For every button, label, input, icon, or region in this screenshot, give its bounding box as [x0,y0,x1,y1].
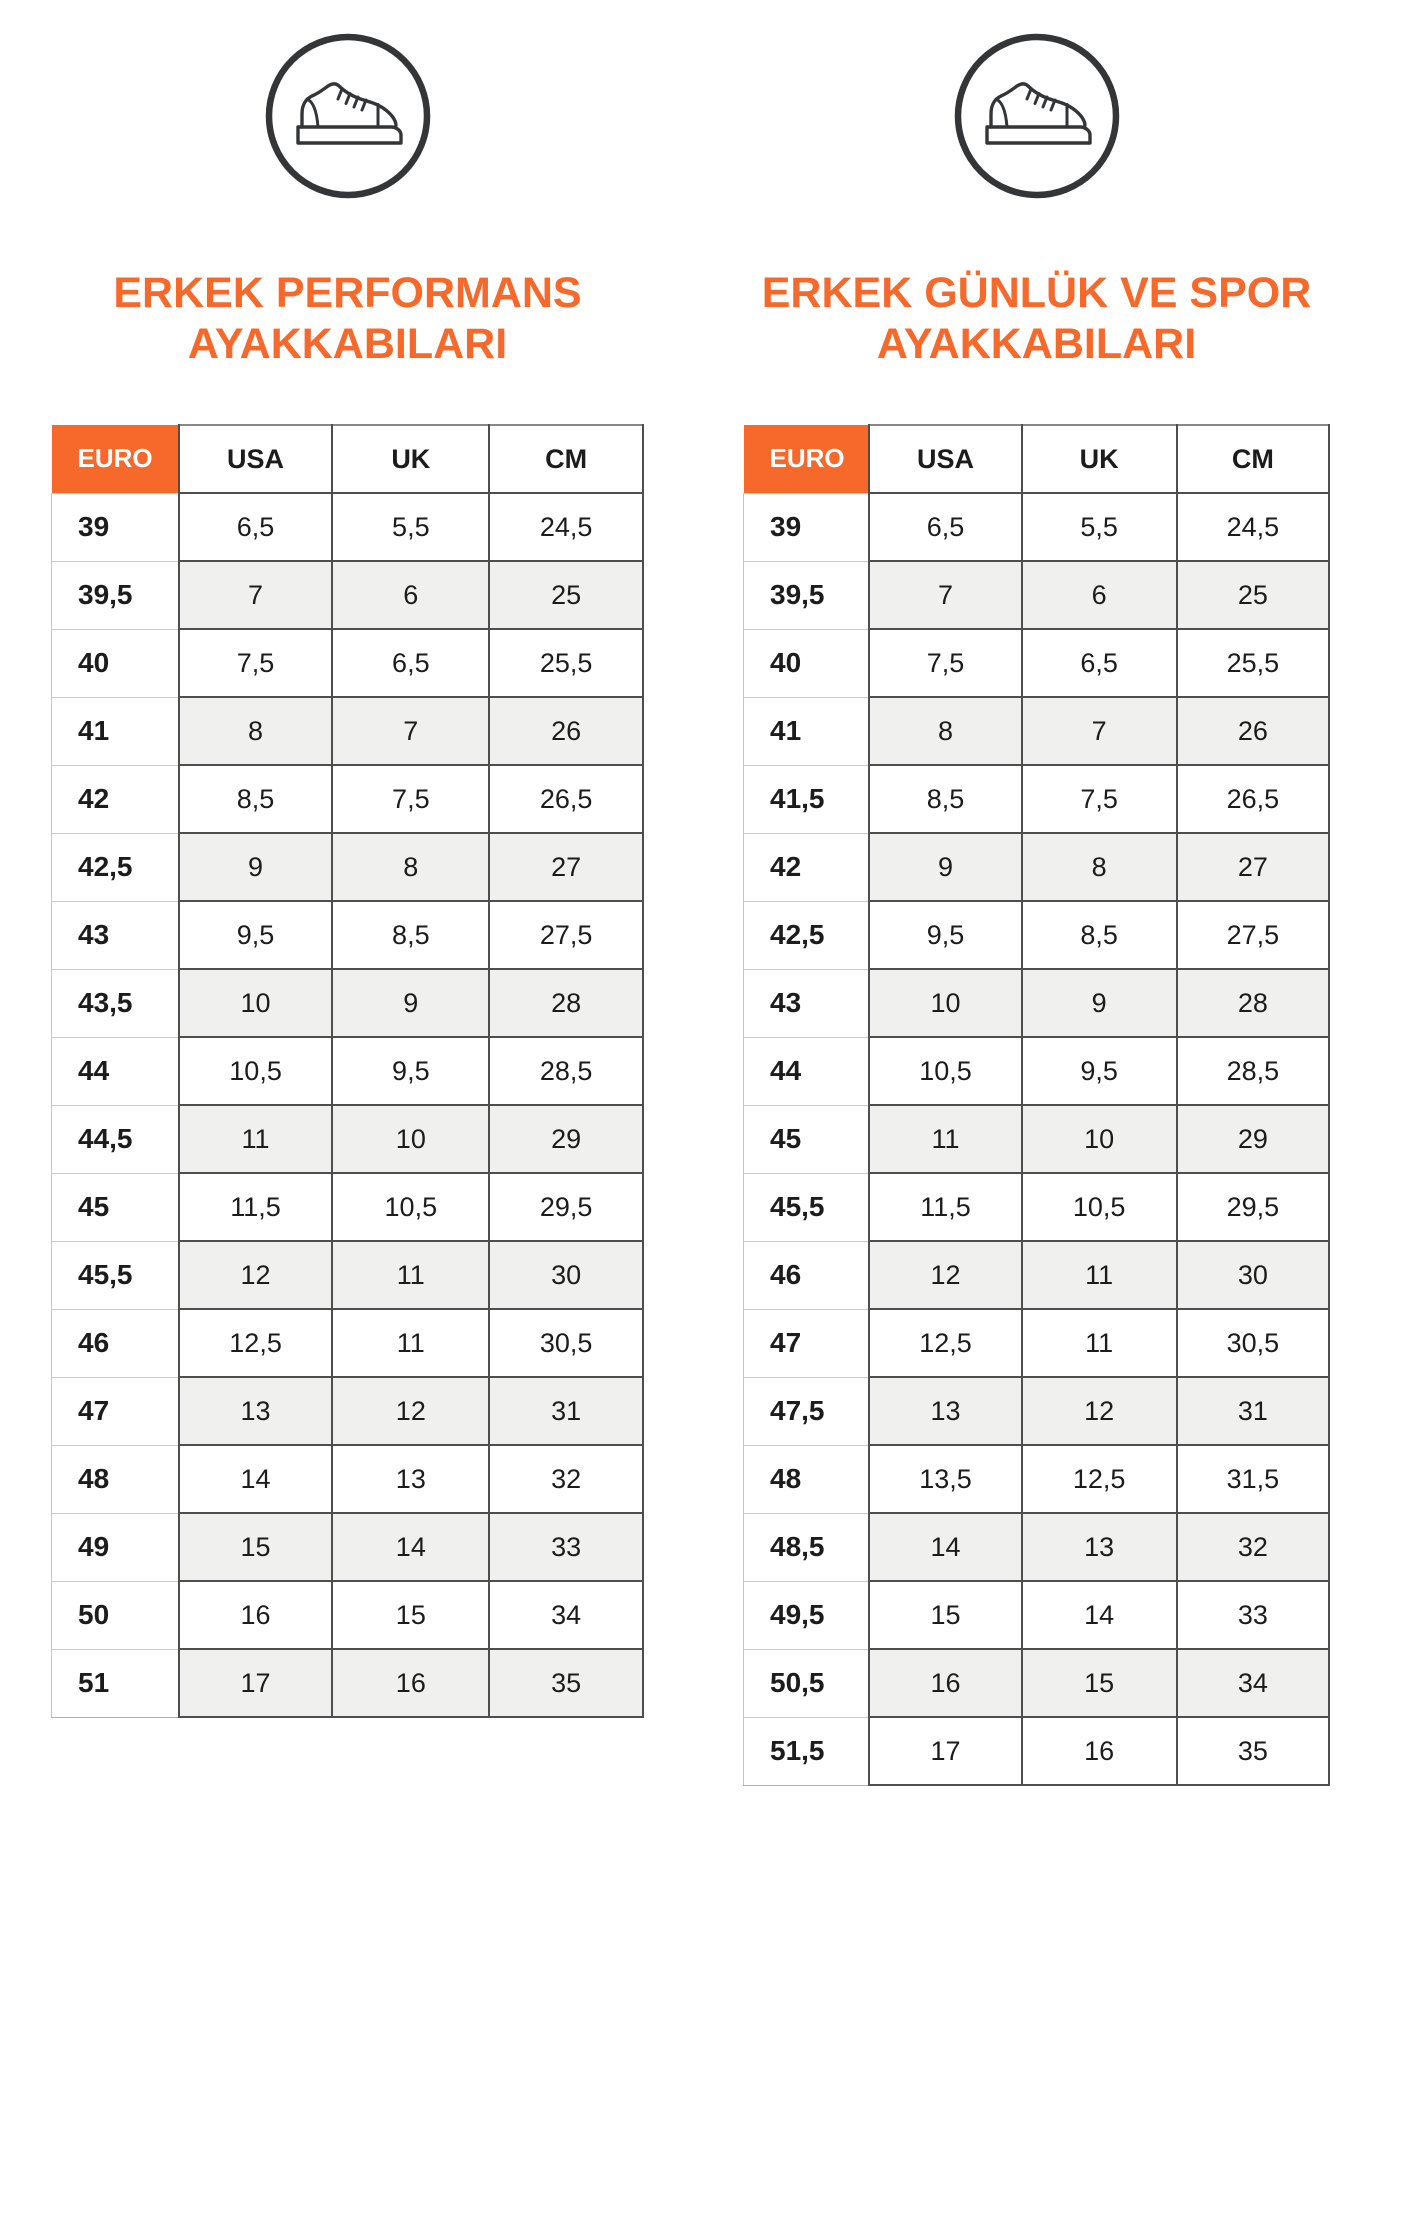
size-cell: 27,5 [489,901,643,969]
table-row [52,1445,644,1513]
euro-size-cell: 45 [52,1173,179,1241]
table-row [52,1377,644,1445]
size-cell: 30 [1177,1241,1329,1309]
size-cell: 30,5 [1177,1309,1329,1377]
size-cell: 10 [179,969,333,1037]
size-cell: 29 [1177,1105,1329,1173]
size-cell: 7 [332,697,489,765]
size-cell: 14 [332,1513,489,1581]
table-row [744,493,1330,561]
title-line-1: ERKEK PERFORMANS [113,269,582,317]
table-row [52,1581,644,1649]
size-cell: 26,5 [1177,765,1329,833]
size-cell: 29,5 [1177,1173,1329,1241]
table-row [52,493,644,561]
table-row [52,901,644,969]
size-cell: 27 [1177,833,1329,901]
size-cell: 34 [1177,1649,1329,1717]
euro-size-cell: 39 [744,493,870,561]
size-cell: 6 [332,561,489,629]
size-cell: 12,5 [1022,1445,1177,1513]
size-cell: 32 [1177,1513,1329,1581]
size-cell: 25 [489,561,643,629]
size-cell: 14 [179,1445,333,1513]
table-row [744,1445,1330,1513]
euro-size-cell: 48 [744,1445,870,1513]
table-row [744,697,1330,765]
table-row [744,1717,1330,1785]
size-table-casual-sport [743,424,1330,1786]
size-cell: 9,5 [1022,1037,1177,1105]
size-cell: 11 [869,1105,1021,1173]
table-row [52,833,644,901]
column-header-uk: UK [1022,425,1177,493]
size-cell: 29,5 [489,1173,643,1241]
size-cell: 7,5 [179,629,333,697]
size-cell: 10 [1022,1105,1177,1173]
header-row [744,425,1330,493]
size-cell: 28,5 [489,1037,643,1105]
size-cell: 24,5 [489,493,643,561]
size-cell: 11 [332,1241,489,1309]
size-cell: 8 [179,697,333,765]
size-cell: 13 [1022,1513,1177,1581]
euro-size-cell: 46 [52,1309,179,1377]
table-row [744,1581,1330,1649]
size-cell: 10,5 [179,1037,333,1105]
section-title-performance [51,268,644,372]
euro-size-cell: 39 [52,493,179,561]
table-row [744,1037,1330,1105]
size-cell: 11 [1022,1241,1177,1309]
section-casual-sport [743,0,1330,1786]
column-header-cm: CM [489,425,643,493]
size-cell: 6 [1022,561,1177,629]
size-cell: 31 [489,1377,643,1445]
size-cell: 13 [179,1377,333,1445]
size-cell: 6,5 [179,493,333,561]
euro-size-cell: 44,5 [52,1105,179,1173]
size-cell: 10,5 [332,1173,489,1241]
size-cell: 7,5 [332,765,489,833]
size-cell: 8,5 [869,765,1021,833]
table-row [744,765,1330,833]
table-row [52,1649,644,1717]
euro-size-cell: 42,5 [744,901,870,969]
size-cell: 28 [1177,969,1329,1037]
table-row [744,1649,1330,1717]
table-row [52,697,644,765]
size-cell: 9,5 [332,1037,489,1105]
section-performance [51,0,644,1786]
euro-size-cell: 43 [744,969,870,1037]
size-cell: 29 [489,1105,643,1173]
euro-size-cell: 45 [744,1105,870,1173]
title-line-2: AYAKKABILARI [187,320,508,368]
size-cell: 31 [1177,1377,1329,1445]
size-cell: 8,5 [179,765,333,833]
size-cell: 12 [869,1241,1021,1309]
euro-size-cell: 43,5 [52,969,179,1037]
table-row [744,1309,1330,1377]
size-cell: 13 [332,1445,489,1513]
size-cell: 10 [869,969,1021,1037]
size-cell: 11,5 [869,1173,1021,1241]
size-cell: 12 [1022,1377,1177,1445]
size-cell: 13,5 [869,1445,1021,1513]
size-cell: 5,5 [1022,493,1177,561]
size-cell: 32 [489,1445,643,1513]
table-row [744,969,1330,1037]
size-cell: 6,5 [332,629,489,697]
euro-size-cell: 42 [52,765,179,833]
table-row [52,969,644,1037]
size-cell: 7,5 [869,629,1021,697]
euro-size-cell: 44 [744,1037,870,1105]
size-cell: 16 [869,1649,1021,1717]
size-cell: 26 [1177,697,1329,765]
size-cell: 15 [1022,1649,1177,1717]
table-row [52,1173,644,1241]
euro-size-cell: 48,5 [744,1513,870,1581]
table-row [744,1173,1330,1241]
size-cell: 31,5 [1177,1445,1329,1513]
size-cell: 12,5 [869,1309,1021,1377]
size-cell: 35 [489,1649,643,1717]
size-cell: 33 [489,1513,643,1581]
size-cell: 11 [332,1309,489,1377]
size-cell: 26,5 [489,765,643,833]
table-row [744,833,1330,901]
title-line-1: ERKEK GÜNLÜK VE SPOR [761,269,1312,317]
size-cell: 14 [869,1513,1021,1581]
euro-size-cell: 44 [52,1037,179,1105]
column-header-uk: UK [332,425,489,493]
size-cell: 35 [1177,1717,1329,1785]
table-row [52,1309,644,1377]
size-cell: 28 [489,969,643,1037]
table-row [744,1377,1330,1445]
euro-size-cell: 41,5 [744,765,870,833]
header-row [52,425,644,493]
size-cell: 17 [869,1717,1021,1785]
size-cell: 25,5 [489,629,643,697]
size-cell: 11,5 [179,1173,333,1241]
euro-size-cell: 50 [52,1581,179,1649]
euro-size-cell: 51 [52,1649,179,1717]
euro-size-cell: 41 [744,697,870,765]
table-row [744,1105,1330,1173]
euro-size-cell: 39,5 [744,561,870,629]
size-cell: 27 [489,833,643,901]
size-cell: 8 [332,833,489,901]
euro-column-header: EURO [52,425,179,493]
euro-size-cell: 39,5 [52,561,179,629]
size-cell: 10,5 [1022,1173,1177,1241]
table-row [52,1513,644,1581]
size-cell: 16 [179,1581,333,1649]
size-cell: 11 [179,1105,333,1173]
size-cell: 30 [489,1241,643,1309]
size-cell: 8,5 [1022,901,1177,969]
size-cell: 15 [179,1513,333,1581]
euro-size-cell: 50,5 [744,1649,870,1717]
size-cell: 12 [179,1241,333,1309]
euro-size-cell: 49 [52,1513,179,1581]
table-row [52,1241,644,1309]
size-cell: 10,5 [869,1037,1021,1105]
euro-size-cell: 49,5 [744,1581,870,1649]
size-cell: 24,5 [1177,493,1329,561]
euro-size-cell: 46 [744,1241,870,1309]
size-cell: 25,5 [1177,629,1329,697]
size-cell: 6,5 [869,493,1021,561]
size-cell: 13 [869,1377,1021,1445]
euro-size-cell: 45,5 [52,1241,179,1309]
euro-size-cell: 43 [52,901,179,969]
size-cell: 14 [1022,1581,1177,1649]
size-cell: 6,5 [1022,629,1177,697]
size-cell: 8 [869,697,1021,765]
euro-size-cell: 42 [744,833,870,901]
size-cell: 7,5 [1022,765,1177,833]
size-cell: 9 [332,969,489,1037]
size-cell: 33 [1177,1581,1329,1649]
table-row [744,901,1330,969]
table-row [52,629,644,697]
section-title-casual-sport [743,268,1330,372]
euro-size-cell: 48 [52,1445,179,1513]
euro-size-cell: 40 [52,629,179,697]
size-cell: 30,5 [489,1309,643,1377]
table-row [744,1241,1330,1309]
size-cell: 9,5 [179,901,333,969]
table-row [52,765,644,833]
table-row [52,1105,644,1173]
table-row [744,561,1330,629]
size-cell: 9,5 [869,901,1021,969]
euro-size-cell: 47 [52,1377,179,1445]
column-header-usa: USA [179,425,333,493]
table-row [744,1513,1330,1581]
size-cell: 28,5 [1177,1037,1329,1105]
euro-size-cell: 47 [744,1309,870,1377]
size-cell: 9 [869,833,1021,901]
size-cell: 7 [179,561,333,629]
table-row [52,1037,644,1105]
size-table-performance [51,424,644,1718]
size-cell: 12 [332,1377,489,1445]
size-cell: 15 [332,1581,489,1649]
size-cell: 8 [1022,833,1177,901]
euro-size-cell: 45,5 [744,1173,870,1241]
size-cell: 7 [869,561,1021,629]
size-cell: 11 [1022,1309,1177,1377]
column-header-usa: USA [869,425,1021,493]
size-cell: 16 [332,1649,489,1717]
title-line-2: AYAKKABILARI [876,320,1197,368]
size-cell: 17 [179,1649,333,1717]
euro-size-cell: 42,5 [52,833,179,901]
table-row [52,561,644,629]
euro-size-cell: 40 [744,629,870,697]
size-cell: 27,5 [1177,901,1329,969]
size-cell: 9 [1022,969,1177,1037]
sneaker-icon [51,30,644,202]
euro-size-cell: 47,5 [744,1377,870,1445]
size-cell: 12,5 [179,1309,333,1377]
table-row [744,629,1330,697]
euro-size-cell: 51,5 [744,1717,870,1785]
size-cell: 7 [1022,697,1177,765]
euro-size-cell: 41 [52,697,179,765]
sneaker-icon [743,30,1330,202]
size-cell: 9 [179,833,333,901]
size-cell: 34 [489,1581,643,1649]
size-cell: 15 [869,1581,1021,1649]
size-cell: 16 [1022,1717,1177,1785]
size-cell: 25 [1177,561,1329,629]
size-cell: 8,5 [332,901,489,969]
column-header-cm: CM [1177,425,1329,493]
euro-column-header: EURO [744,425,870,493]
size-cell: 26 [489,697,643,765]
size-cell: 10 [332,1105,489,1173]
size-cell: 5,5 [332,493,489,561]
